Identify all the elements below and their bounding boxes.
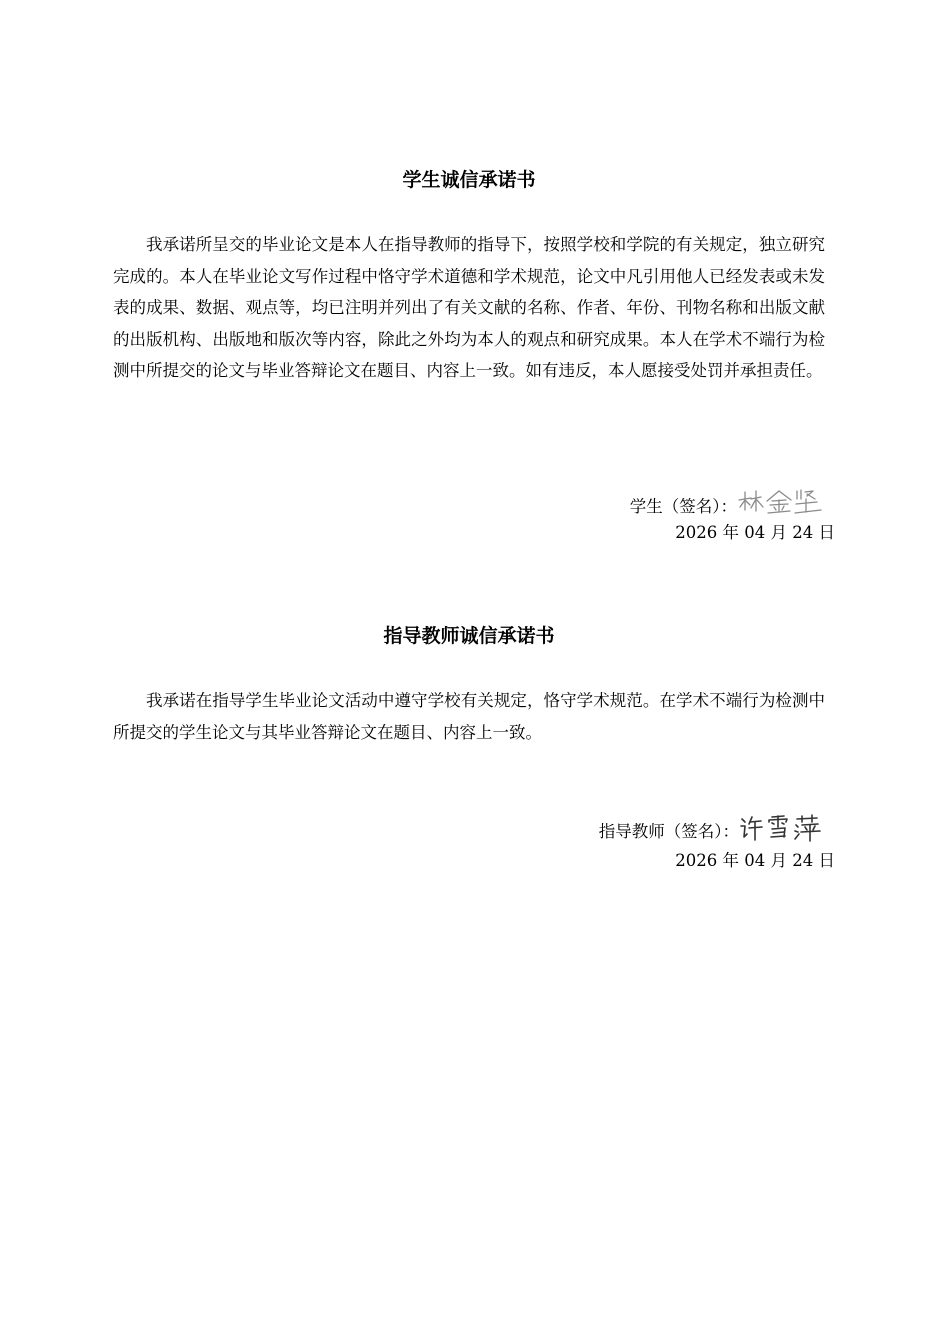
advisor-signature-label: 指导教师（签名）： — [598, 821, 739, 841]
student-pledge-title: 学生诚信承诺书 — [402, 169, 536, 191]
student-pledge-section — [113, 168, 825, 192]
student-signature-line — [630, 488, 825, 525]
student-handwritten-signature — [737, 488, 825, 525]
student-pledge-body: 我承诺所呈交的毕业论文是本人在指导教师的指导下，按照学校和学院的有关规定，独立研究完成的。本人在毕业论文写作过程中恪守学术道德和学术规范，论文中凡引用他人已经发表或未发表的成果、数据、观点等，均已注明并列出了有关文献的名称、作者、年份、刊物名称和出版文献的出版机构、出版地和版次等内容，除此之外均为本人的观点和研究成果。本人在学术不端行为检测中所提交的论文与毕业答辩论文在题目、内容上一致。如有违反，本人愿接受处罚并承担责任。 — [113, 235, 825, 380]
advisor-handwritten-signature — [739, 813, 825, 850]
advisor-signature-date: 2026 年 04 月 24 日 — [675, 851, 835, 870]
student-signature-date: 2026 年 04 月 24 日 — [675, 523, 835, 542]
student-signature-label: 学生（签名）： — [629, 496, 737, 516]
advisor-pledge-body: 我承诺在指导学生毕业论文活动中遵守学校有关规定，恪守学术规范。在学术不端行为检测中所提交的学生论文与其毕业答辩论文在题目、内容上一致。 — [113, 691, 825, 742]
advisor-pledge-section — [113, 624, 825, 648]
advisor-signature-line — [599, 813, 825, 850]
student-pledge-body-block — [113, 229, 825, 387]
advisor-pledge-title: 指导教师诚信承诺书 — [383, 625, 555, 647]
advisor-pledge-body-block — [113, 685, 825, 748]
